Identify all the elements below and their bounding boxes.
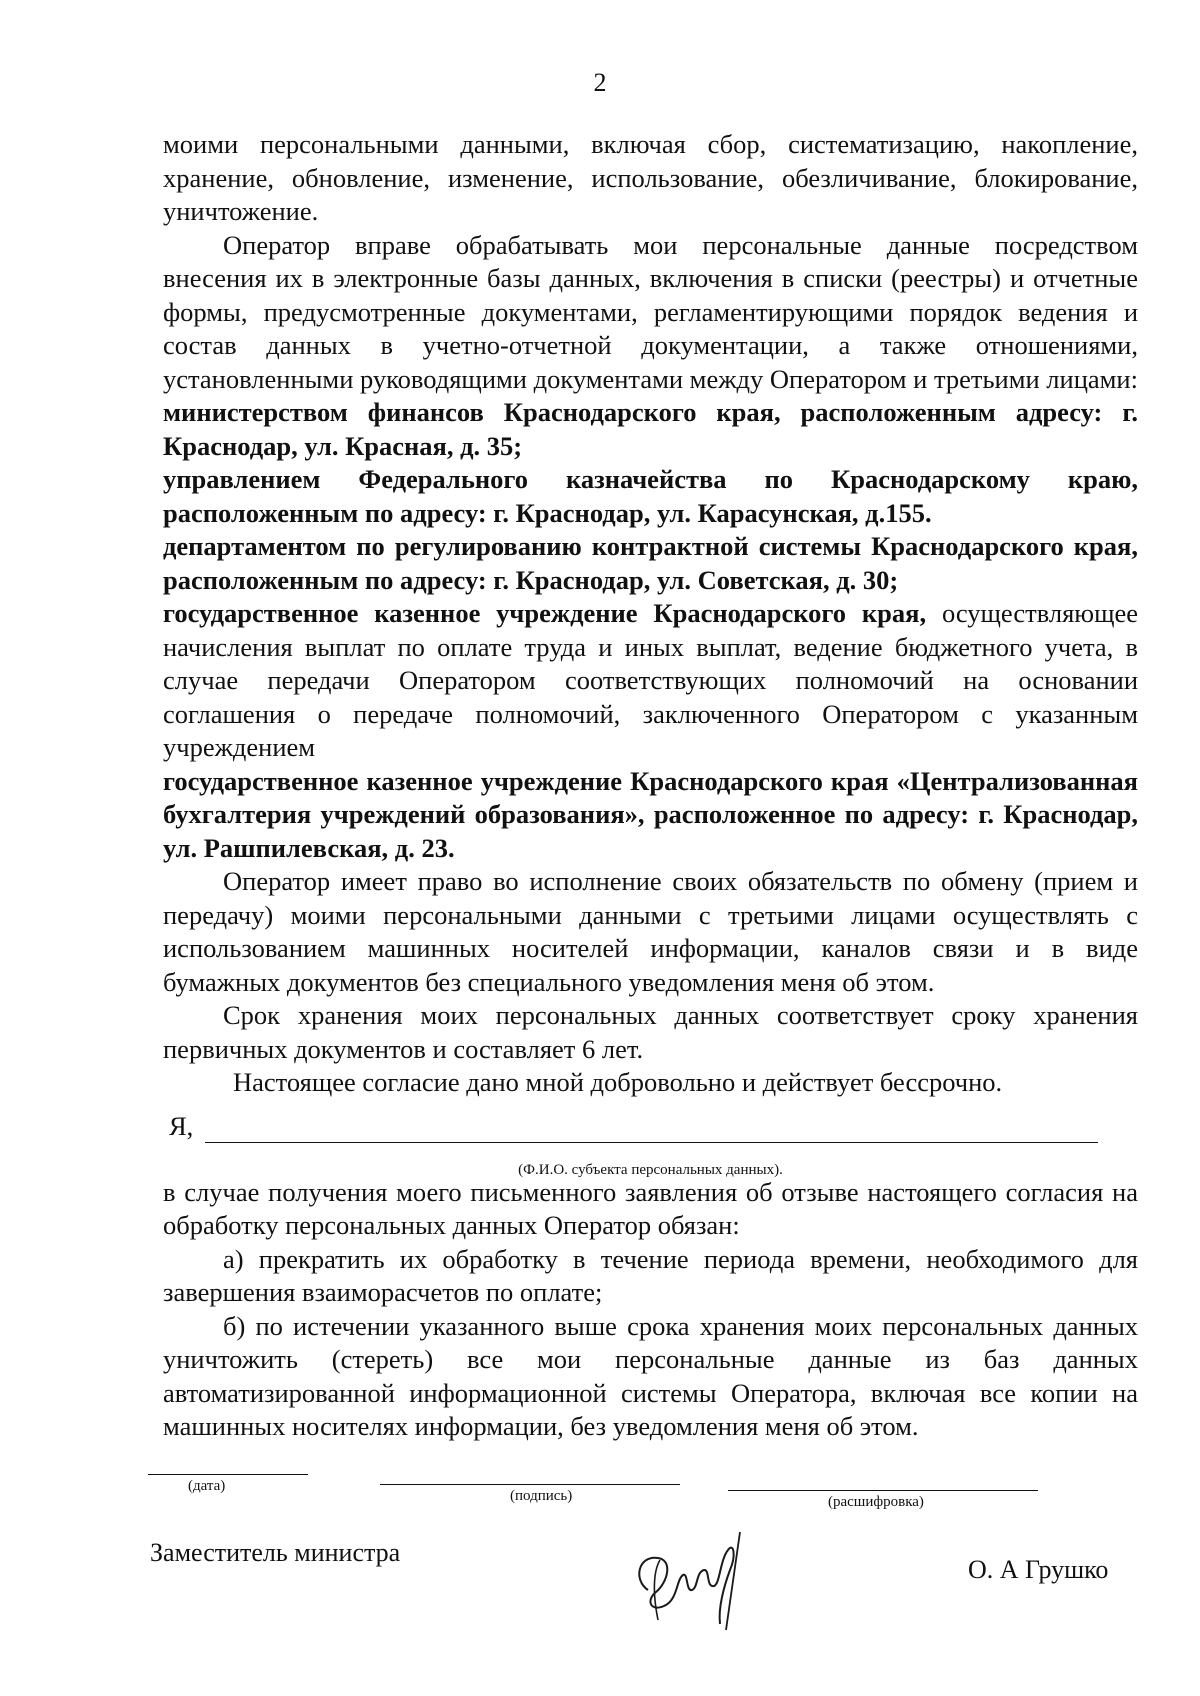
state-institution-description: осуществляющее начисления выплат по оплате труда и иных выплат, ведение бюджетного учета, в случае передачи Оператором соответствующих полномочий на основании соглашения о передаче полномочий, заключенного Оператором с указанным учреждением	[163, 598, 1138, 762]
date-line	[148, 1474, 308, 1475]
recipient-state-institution	[163, 597, 1138, 765]
recipient-contract-department: департаментом по регулированию контрактной системы Краснодарского края, расположенным по адресу: г. Краснодар, ул. Советская, д. 30;	[163, 531, 1138, 595]
paragraph-5: Настоящее согласие дано мной добровольно и действует бессрочно.	[233, 1067, 1003, 1097]
paragraph-8: б) по истечении указанного выше срока хранения моих персональных данных уничтожить (стереть) все мои персональные данные из баз данных автоматизированной информационной системы Оператора, включая все копии на машинных носителях информации, без уведомления меня об этом.	[163, 1310, 1138, 1441]
paragraph-7: а) прекратить их обработку в течение периода времени, необходимого для завершения взаиморасчетов по оплате;	[163, 1243, 1138, 1307]
fio-field	[163, 1104, 1138, 1154]
paragraph-1: моими персональными данными, включая сбор, систематизацию, накопление, хранение, обновление, изменение, использование, обезличивание, блокирование, уничтожение.	[163, 129, 1138, 226]
state-institution-bold: государственное казенное учреждение Краснодарского края,	[163, 598, 927, 628]
document-body	[163, 128, 1138, 1444]
signature-line	[380, 1484, 680, 1485]
signature-caption: (подпись)	[510, 1488, 573, 1504]
paragraph-4: Срок хранения моих персональных данных соответствует сроку хранения первичных документов и составляет 6 лет.	[163, 1000, 1138, 1064]
fio-caption: (Ф.И.О. субъекта персональных данных).	[518, 1161, 783, 1178]
decode-caption: (расшифровка)	[828, 1494, 924, 1510]
decode-line	[728, 1490, 1038, 1491]
recipient-federal-treasury: управлением Федерального казначейства по Краснодарскому краю, расположенным по адресу: г. Краснодар, ул. Карасунская, д.155.	[163, 464, 1138, 528]
fio-prefix: Я,	[169, 1110, 194, 1141]
signer-position: Заместитель министра	[150, 1538, 401, 1567]
signature-lines	[148, 1474, 1128, 1524]
paragraph-3: Оператор имеет право во исполнение своих обязательств по обмену (прием и передачу) моими персональными данными с третьими лицами осуществлять с использованием машинных носителей информации, каналов связи и в виде бумажных документов без специального уведомления меня об этом.	[163, 866, 1138, 997]
signer-name: О. А Грушко	[968, 1555, 1109, 1584]
recipient-ministry-of-finance: министерством финансов Краснодарского края, расположенным адресу: г. Краснодар, ул. Красная, д. 35;	[163, 397, 1138, 461]
fio-line	[205, 1142, 1098, 1143]
date-caption: (дата)	[188, 1478, 226, 1494]
recipient-centralized-accounting: государственное казенное учреждение Краснодарского края «Централизованная бухгалтерия учреждений образования», расположенное по адресу: г. Краснодар, ул. Рашпилевская, д. 23.	[163, 765, 1138, 863]
paragraph-6: в случае получения моего письменного заявления об отзыве настоящего согласия на обработку персональных данных Оператор обязан:	[163, 1176, 1138, 1240]
handwritten-signature	[628, 1520, 768, 1640]
page-number: 2	[593, 68, 607, 97]
paragraph-2: Оператор вправе обрабатывать мои персональные данные посредством внесения их в электронные базы данных, включения в списки (реестры) и отчетные формы, предусмотренные документами, регламентирующими порядок ведения и состав данных в учетно-отчетной документации, а также отношениями, установленными руководящими документами между Оператором и третьими лицами:	[163, 229, 1138, 394]
